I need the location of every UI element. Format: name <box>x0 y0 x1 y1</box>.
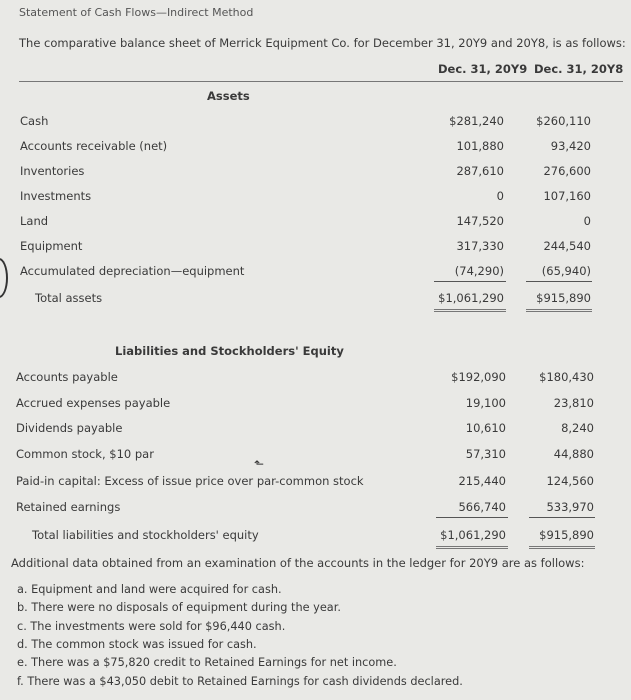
row-label: Dividends payable <box>16 421 123 435</box>
row-label: Investments <box>20 189 92 203</box>
additional-item: f. There was a $43,050 debit to Retained Earnings for cash dividends declared. <box>17 674 463 688</box>
value-20y9: 287,610 <box>456 164 504 178</box>
value-20y8: 124,560 <box>546 474 594 488</box>
value-20y8: 276,600 <box>543 164 591 178</box>
total-double-rule <box>526 309 592 312</box>
total-20y8: $915,890 <box>536 291 591 305</box>
liabilities-heading: Liabilities and Stockholders' Equity <box>115 344 344 358</box>
row-label: Common stock, $10 par <box>16 447 154 461</box>
value-20y9: 566,740 <box>458 500 506 514</box>
row-label: Equipment <box>20 239 83 253</box>
value-20y8: 93,420 <box>550 139 591 153</box>
value-20y9: 147,520 <box>456 214 504 228</box>
row-label: Cash <box>20 114 49 128</box>
total-label: Total assets <box>35 291 103 305</box>
value-20y8: 107,160 <box>543 189 591 203</box>
value-20y9: 317,330 <box>456 239 504 253</box>
total-double-rule <box>529 546 595 549</box>
subtotal-rule <box>529 517 595 518</box>
page-title: Statement of Cash Flows—Indirect Method <box>19 6 254 19</box>
value-20y9: $192,090 <box>451 370 506 384</box>
row-label: Accumulated depreciation—equipment <box>20 264 245 278</box>
value-20y9: $281,240 <box>449 114 504 128</box>
row-label: Accrued expenses payable <box>16 396 171 410</box>
value-20y9: 10,610 <box>465 421 506 435</box>
total-20y9: $1,061,290 <box>440 528 506 542</box>
row-label: Accounts payable <box>16 370 118 384</box>
total-label: Total liabilities and stockholders' equity <box>32 528 259 542</box>
subtotal-rule <box>526 281 592 282</box>
value-20y8: 244,540 <box>543 239 591 253</box>
value-20y9: 19,100 <box>465 396 506 410</box>
header-rule <box>19 81 623 82</box>
cursor-icon: ⬑ <box>254 457 265 471</box>
value-20y8: 23,810 <box>553 396 594 410</box>
intro-text: The comparative balance sheet of Merrick Equipment Co. for December 31, 20Y9 and 20Y8, is as follows: <box>19 36 626 50</box>
value-20y8: 0 <box>583 214 591 228</box>
value-20y8: (65,940) <box>541 264 591 278</box>
row-label: Paid-in capital: Excess of issue price over par-common stock <box>16 474 364 488</box>
value-20y8: 533,970 <box>546 500 594 514</box>
value-20y8: $180,430 <box>539 370 594 384</box>
subtotal-rule <box>434 281 506 282</box>
value-20y8: $260,110 <box>536 114 591 128</box>
additional-item: e. There was a $75,820 credit to Retained Earnings for net income. <box>17 656 397 670</box>
total-20y8: $915,890 <box>539 528 594 542</box>
row-label: Inventories <box>20 164 85 178</box>
subtotal-rule <box>436 517 508 518</box>
additional-item: b. There were no disposals of equipment during the year. <box>17 601 341 615</box>
value-20y9: 101,880 <box>456 139 504 153</box>
value-20y8: 44,880 <box>553 447 594 461</box>
value-20y9: 57,310 <box>465 447 506 461</box>
additional-item: a. Equipment and land were acquired for cash. <box>17 583 282 596</box>
bracket-mark <box>0 258 8 298</box>
assets-heading: Assets <box>207 89 250 103</box>
total-double-rule <box>434 309 506 312</box>
value-20y9: 215,440 <box>458 474 506 488</box>
total-double-rule <box>436 546 508 549</box>
value-20y9: (74,290) <box>454 264 504 278</box>
row-label: Retained earnings <box>16 500 121 514</box>
value-20y9: 0 <box>496 189 504 203</box>
total-20y9: $1,061,290 <box>438 291 504 305</box>
additional-heading: Additional data obtained from an examination of the accounts in the ledger for 20Y9 are as follows: <box>11 556 585 570</box>
row-label: Land <box>20 214 49 228</box>
additional-item: c. The investments were sold for $96,440 cash. <box>17 619 286 633</box>
value-20y8: 8,240 <box>561 421 594 435</box>
row-label: Accounts receivable (net) <box>20 139 168 153</box>
column-header-20y9: Dec. 31, 20Y9 <box>438 62 528 76</box>
additional-item: d. The common stock was issued for cash. <box>17 637 257 651</box>
column-header-20y8: Dec. 31, 20Y8 <box>534 62 624 76</box>
